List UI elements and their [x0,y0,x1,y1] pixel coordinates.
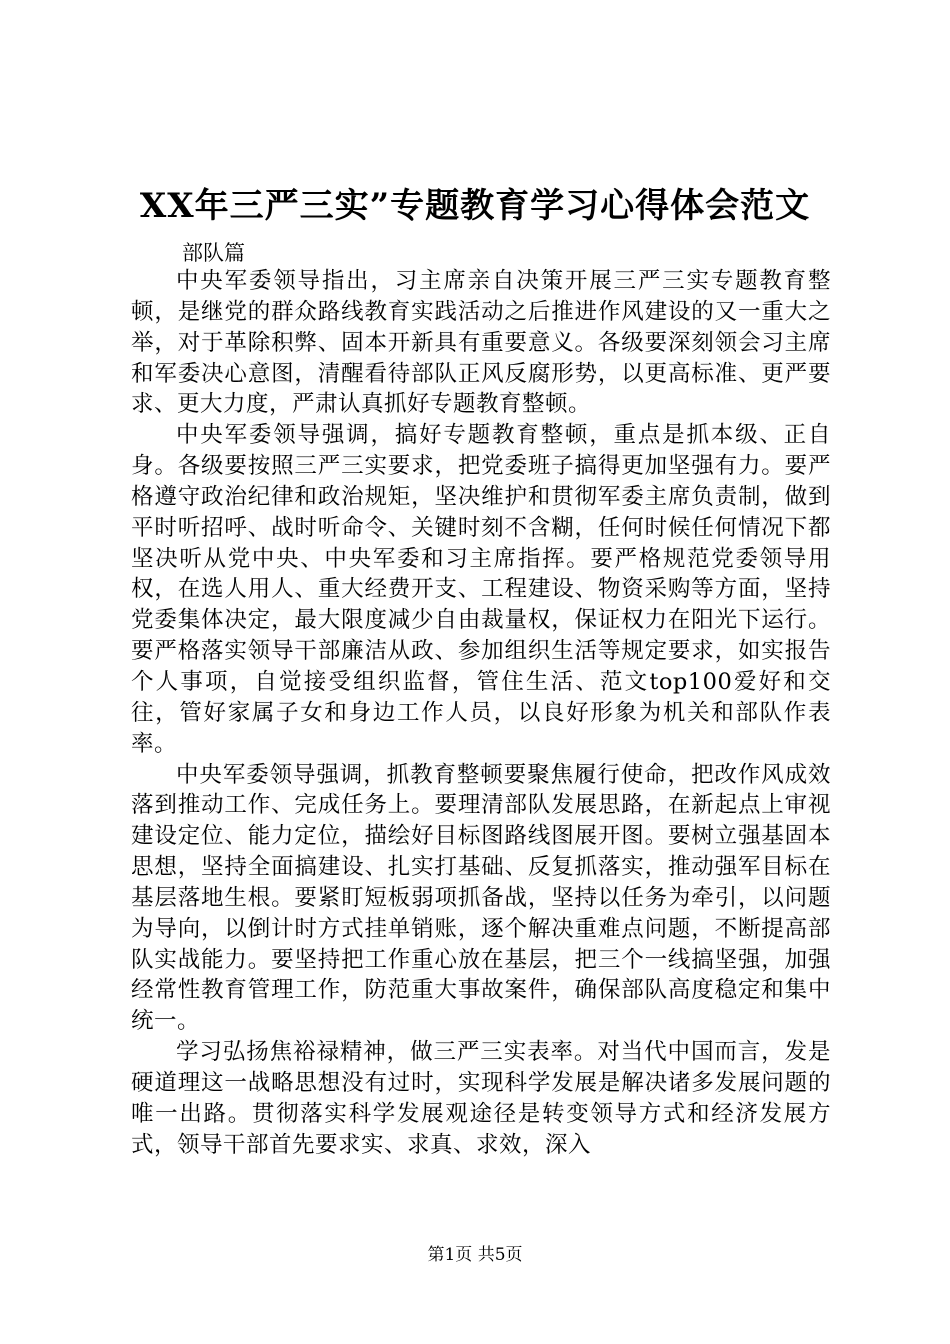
paragraph-1: 中央军委领导指出，习主席亲自决策开展三严三实专题教育整顿，是继党的群众路线教育实践活动之后推进作风建设的又一重大之举，对于革除积弊、固本开新具有重要意义。各级要深刻领会习主席和军委决心意图，清醒看待部队正风反腐形势，以更高标准、更严要求、更大力度，严肃认真抓好专题教育整顿。 [131,268,831,418]
paragraph-4: 学习弘扬焦裕禄精神，做三严三实表率。对当代中国而言，发是硬道理这一战略思想没有过时，实现科学发展是解决诸多发展问题的唯一出路。贯彻落实科学发展观途径是转变领导方式和经济发展方式，领导干部首先要求实、求真、求效，深入 [131,1039,831,1158]
document-body [131,266,831,1160]
paragraph-2: 中央军委领导强调，搞好专题教育整顿，重点是抓本级、正自身。各级要按照三严三实要求，把党委班子搞得更加坚强有力。要严格遵守政治纪律和政治规矩，坚决维护和贯彻军委主席负责制，做到平时听招呼、战时听命令、关键时刻不含糊，任何时候任何情况下都坚决听从党中央、中央军委和习主席指挥。要严格规范党委领导用权，在选人用人、重大经费开支、工程建设、物资采购等方面，坚持党委集体决定，最大限度减少自由裁量权，保证权力在阳光下运行。要严格落实领导干部廉洁从政、参加组织生活等规定要求，如实报告个人事项，自觉接受组织监督，管住生活、范文top100爱好和交往，管好家属子女和身边工作人员，以良好形象为机关和部队作表率。 [131,422,831,757]
page-title: XX年三严三实”专题教育学习心得体会范文 [139,186,811,226]
section-label: 部队篇 [182,241,245,265]
page-footer: 第1页 共5页 [427,1245,523,1265]
paragraph-3: 中央军委领导强调，抓教育整顿要聚焦履行使命，把改作风成效落到推动工作、完成任务上。要理清部队发展思路，在新起点上审视建设定位、能力定位，描绘好目标图路线图展开图。要树立强基固本思想，坚持全面搞建设、扎实打基础、反复抓落实，推动强军目标在基层落地生根。要紧盯短板弱项抓备战，坚持以任务为牵引，以问题为导向，以倒计时方式挂单销账，逐个解决重难点问题，不断提高部队实战能力。要坚持把工作重心放在基层，把三个一线搞坚强，加强经常性教育管理工作，防范重大事故案件，确保部队高度稳定和集中统一。 [131,761,831,1035]
